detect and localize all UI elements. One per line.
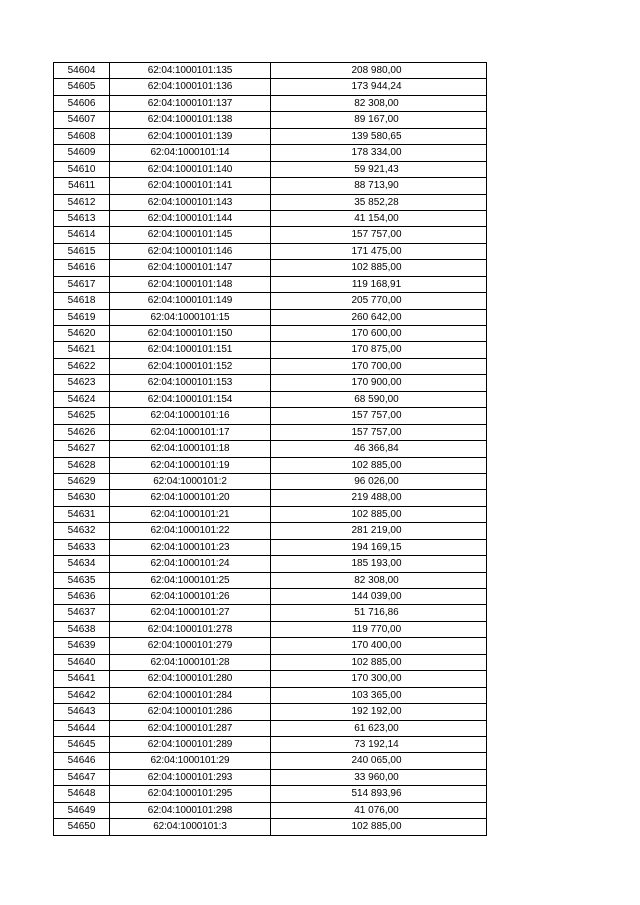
row-number-cell: 54638 [54,621,110,637]
table-row [54,490,487,506]
table-row [54,687,487,703]
cadastral-number-cell: 62:04:1000101:146 [110,243,271,259]
table-row [54,391,487,407]
cadastral-value-cell: 173 944,24 [271,79,487,95]
cadastral-value-cell: 157 757,00 [271,227,487,243]
cadastral-number-cell: 62:04:1000101:284 [110,687,271,703]
row-number-cell: 54621 [54,342,110,358]
table-row [54,523,487,539]
cadastral-number-cell: 62:04:1000101:138 [110,112,271,128]
cadastral-number-cell: 62:04:1000101:135 [110,63,271,79]
cadastral-value-cell: 46 366,84 [271,441,487,457]
table-row [54,473,487,489]
cadastral-number-cell: 62:04:1000101:27 [110,605,271,621]
table-row [54,293,487,309]
cadastral-value-cell: 102 885,00 [271,654,487,670]
cadastral-number-cell: 62:04:1000101:2 [110,473,271,489]
table-row [54,260,487,276]
cadastral-number-cell: 62:04:1000101:149 [110,293,271,309]
table-row [54,457,487,473]
table-row [54,769,487,785]
cadastral-value-cell: 170 300,00 [271,671,487,687]
cadastral-value-cell: 157 757,00 [271,408,487,424]
table-row [54,786,487,802]
cadastral-value-cell: 170 700,00 [271,358,487,374]
cadastral-value-cell: 119 168,91 [271,276,487,292]
cadastral-value-cell: 157 757,00 [271,424,487,440]
cadastral-value-cell: 192 192,00 [271,704,487,720]
cadastral-number-cell: 62:04:1000101:137 [110,95,271,111]
table-row [54,161,487,177]
table-row [54,375,487,391]
table-row [54,605,487,621]
cadastral-value-cell: 240 065,00 [271,753,487,769]
cadastral-number-cell: 62:04:1000101:143 [110,194,271,210]
row-number-cell: 54606 [54,95,110,111]
row-number-cell: 54625 [54,408,110,424]
table-row [54,654,487,670]
cadastral-number-cell: 62:04:1000101:21 [110,506,271,522]
cadastral-value-cell: 51 716,86 [271,605,487,621]
table-row [54,704,487,720]
table-row [54,95,487,111]
cadastral-number-cell: 62:04:1000101:298 [110,802,271,818]
cadastral-number-cell: 62:04:1000101:147 [110,260,271,276]
cadastral-number-cell: 62:04:1000101:279 [110,638,271,654]
cadastral-value-cell: 41 076,00 [271,802,487,818]
row-number-cell: 54643 [54,704,110,720]
cadastral-number-cell: 62:04:1000101:139 [110,128,271,144]
table-row [54,342,487,358]
cadastral-value-cell: 61 623,00 [271,720,487,736]
cadastral-number-cell: 62:04:1000101:28 [110,654,271,670]
cadastral-value-cell: 144 039,00 [271,589,487,605]
cadastral-number-cell: 62:04:1000101:150 [110,326,271,342]
cadastral-number-cell: 62:04:1000101:24 [110,556,271,572]
cadastral-number-cell: 62:04:1000101:18 [110,441,271,457]
cadastral-value-cell: 170 875,00 [271,342,487,358]
cadastral-number-cell: 62:04:1000101:145 [110,227,271,243]
row-number-cell: 54624 [54,391,110,407]
cadastral-value-cell: 514 893,96 [271,786,487,802]
table-row [54,671,487,687]
cadastral-number-cell: 62:04:1000101:287 [110,720,271,736]
cadastral-number-cell: 62:04:1000101:141 [110,178,271,194]
row-number-cell: 54631 [54,506,110,522]
cadastral-value-cell: 102 885,00 [271,819,487,835]
row-number-cell: 54636 [54,589,110,605]
row-number-cell: 54612 [54,194,110,210]
row-number-cell: 54647 [54,769,110,785]
table-row [54,227,487,243]
table-row [54,194,487,210]
cadastral-value-cell: 41 154,00 [271,210,487,226]
cadastral-number-cell: 62:04:1000101:22 [110,523,271,539]
cadastral-number-cell: 62:04:1000101:16 [110,408,271,424]
table-row [54,753,487,769]
cadastral-value-cell: 260 642,00 [271,309,487,325]
row-number-cell: 54607 [54,112,110,128]
cadastral-value-cell: 89 167,00 [271,112,487,128]
table-row [54,539,487,555]
table-body [54,63,487,836]
cadastral-value-cell: 102 885,00 [271,260,487,276]
table-row [54,243,487,259]
table-row [54,506,487,522]
row-number-cell: 54604 [54,63,110,79]
table-row [54,358,487,374]
row-number-cell: 54635 [54,572,110,588]
cadastral-value-cell: 102 885,00 [271,457,487,473]
cadastral-value-cell: 170 900,00 [271,375,487,391]
cadastral-number-cell: 62:04:1000101:286 [110,704,271,720]
cadastral-value-table [53,62,487,836]
row-number-cell: 54620 [54,326,110,342]
table-row [54,309,487,325]
row-number-cell: 54639 [54,638,110,654]
cadastral-number-cell: 62:04:1000101:293 [110,769,271,785]
cadastral-value-cell: 205 770,00 [271,293,487,309]
row-number-cell: 54627 [54,441,110,457]
cadastral-value-cell: 171 475,00 [271,243,487,259]
cadastral-value-cell: 194 169,15 [271,539,487,555]
row-number-cell: 54622 [54,358,110,374]
cadastral-number-cell: 62:04:1000101:151 [110,342,271,358]
cadastral-value-cell: 178 334,00 [271,145,487,161]
row-number-cell: 54645 [54,736,110,752]
row-number-cell: 54614 [54,227,110,243]
row-number-cell: 54618 [54,293,110,309]
table-row [54,210,487,226]
cadastral-number-cell: 62:04:1000101:280 [110,671,271,687]
table-row [54,819,487,835]
row-number-cell: 54629 [54,473,110,489]
row-number-cell: 54641 [54,671,110,687]
cadastral-number-cell: 62:04:1000101:17 [110,424,271,440]
row-number-cell: 54630 [54,490,110,506]
cadastral-value-cell: 139 580,65 [271,128,487,144]
row-number-cell: 54619 [54,309,110,325]
cadastral-number-cell: 62:04:1000101:25 [110,572,271,588]
cadastral-value-cell: 281 219,00 [271,523,487,539]
row-number-cell: 54637 [54,605,110,621]
document-page [53,62,486,836]
row-number-cell: 54644 [54,720,110,736]
cadastral-number-cell: 62:04:1000101:29 [110,753,271,769]
table-row [54,79,487,95]
row-number-cell: 54611 [54,178,110,194]
row-number-cell: 54648 [54,786,110,802]
cadastral-value-cell: 102 885,00 [271,506,487,522]
row-number-cell: 54610 [54,161,110,177]
cadastral-value-cell: 35 852,28 [271,194,487,210]
row-number-cell: 54633 [54,539,110,555]
table-row [54,326,487,342]
cadastral-number-cell: 62:04:1000101:140 [110,161,271,177]
cadastral-value-cell: 96 026,00 [271,473,487,489]
table-row [54,112,487,128]
cadastral-value-cell: 119 770,00 [271,621,487,637]
row-number-cell: 54646 [54,753,110,769]
table-row [54,63,487,79]
row-number-cell: 54609 [54,145,110,161]
table-row [54,128,487,144]
cadastral-number-cell: 62:04:1000101:15 [110,309,271,325]
cadastral-number-cell: 62:04:1000101:26 [110,589,271,605]
table-row [54,408,487,424]
cadastral-value-cell: 88 713,90 [271,178,487,194]
table-row [54,589,487,605]
table-row [54,178,487,194]
row-number-cell: 54616 [54,260,110,276]
cadastral-number-cell: 62:04:1000101:136 [110,79,271,95]
cadastral-number-cell: 62:04:1000101:295 [110,786,271,802]
table-row [54,736,487,752]
table-row [54,556,487,572]
cadastral-value-cell: 82 308,00 [271,95,487,111]
cadastral-value-cell: 68 590,00 [271,391,487,407]
row-number-cell: 54626 [54,424,110,440]
cadastral-number-cell: 62:04:1000101:148 [110,276,271,292]
row-number-cell: 54623 [54,375,110,391]
cadastral-value-cell: 170 600,00 [271,326,487,342]
cadastral-value-cell: 208 980,00 [271,63,487,79]
cadastral-value-cell: 59 921,43 [271,161,487,177]
cadastral-number-cell: 62:04:1000101:154 [110,391,271,407]
cadastral-number-cell: 62:04:1000101:23 [110,539,271,555]
cadastral-number-cell: 62:04:1000101:278 [110,621,271,637]
cadastral-value-cell: 73 192,14 [271,736,487,752]
row-number-cell: 54632 [54,523,110,539]
table-row [54,621,487,637]
cadastral-number-cell: 62:04:1000101:14 [110,145,271,161]
table-row [54,276,487,292]
row-number-cell: 54613 [54,210,110,226]
table-row [54,145,487,161]
row-number-cell: 54608 [54,128,110,144]
cadastral-number-cell: 62:04:1000101:153 [110,375,271,391]
row-number-cell: 54605 [54,79,110,95]
cadastral-value-cell: 103 365,00 [271,687,487,703]
row-number-cell: 54642 [54,687,110,703]
cadastral-number-cell: 62:04:1000101:144 [110,210,271,226]
row-number-cell: 54649 [54,802,110,818]
cadastral-value-cell: 33 960,00 [271,769,487,785]
cadastral-value-cell: 170 400,00 [271,638,487,654]
row-number-cell: 54640 [54,654,110,670]
row-number-cell: 54628 [54,457,110,473]
table-row [54,720,487,736]
cadastral-number-cell: 62:04:1000101:19 [110,457,271,473]
cadastral-number-cell: 62:04:1000101:289 [110,736,271,752]
table-row [54,572,487,588]
cadastral-value-cell: 219 488,00 [271,490,487,506]
cadastral-number-cell: 62:04:1000101:152 [110,358,271,374]
cadastral-value-cell: 185 193,00 [271,556,487,572]
row-number-cell: 54650 [54,819,110,835]
table-row [54,441,487,457]
cadastral-number-cell: 62:04:1000101:3 [110,819,271,835]
cadastral-number-cell: 62:04:1000101:20 [110,490,271,506]
table-row [54,638,487,654]
row-number-cell: 54634 [54,556,110,572]
row-number-cell: 54615 [54,243,110,259]
cadastral-value-cell: 82 308,00 [271,572,487,588]
table-row [54,424,487,440]
row-number-cell: 54617 [54,276,110,292]
table-row [54,802,487,818]
